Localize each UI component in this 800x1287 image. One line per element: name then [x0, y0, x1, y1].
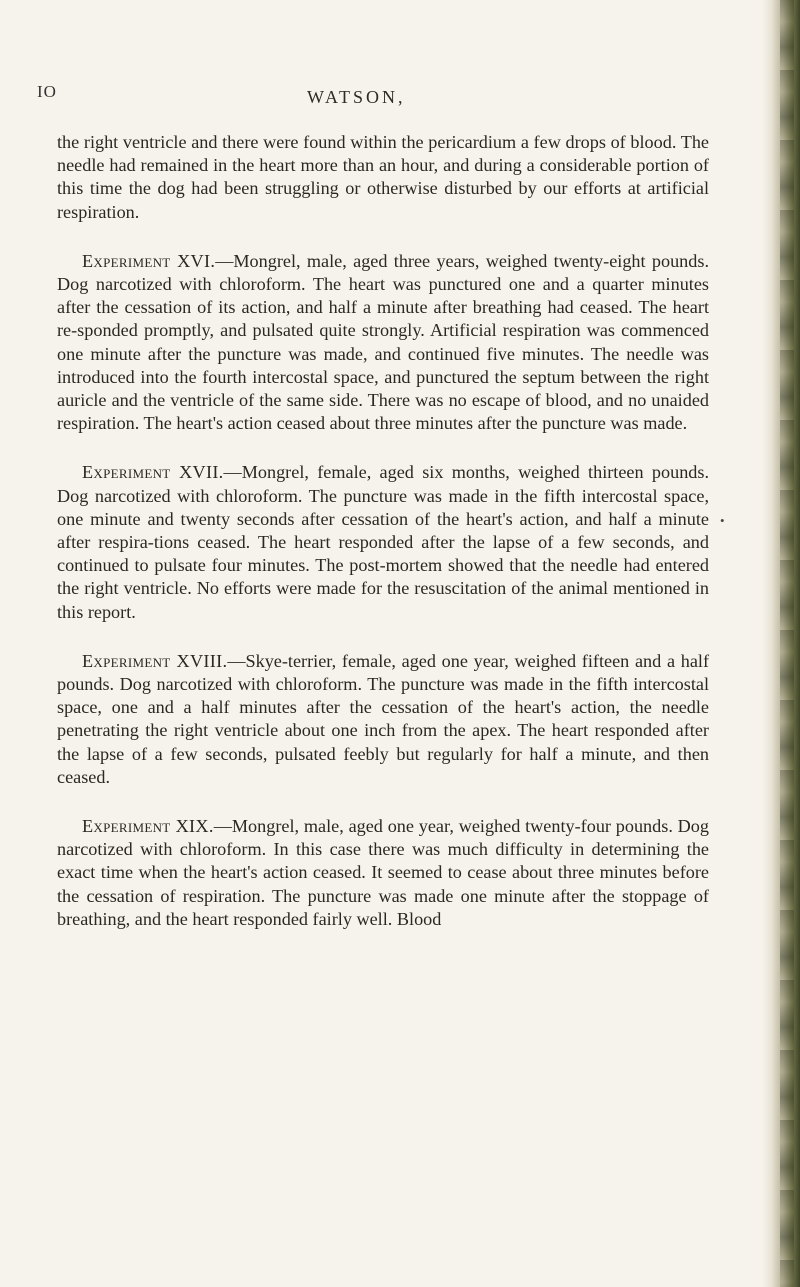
running-head: WATSON,	[307, 87, 406, 107]
experiment-label: Experiment XVII.	[82, 462, 224, 483]
paragraph-experiment-xix	[57, 815, 709, 931]
paragraph-experiment-xvii	[57, 461, 709, 623]
page-edge-texture	[780, 0, 794, 1287]
experiment-text: —Skye-terrier, female, aged one year, weighed fifteen and a half pounds. Dog narcotized with chloroform. The puncture was made in the fifth intercostal space, one and a half minutes after the cessation of the heart's action, the needle penetrating the right ventricle about one inch from the apex. The heart responded after the lapse of a few seconds, pulsated feebly but regularly for half a minute, and then ceased.	[57, 650, 710, 787]
paragraph-experiment-xvi	[57, 250, 709, 436]
body-text	[57, 131, 709, 931]
paragraph-experiment-xviii	[57, 650, 709, 789]
experiment-label: Experiment XVI.	[82, 250, 216, 271]
paragraph-continuation: the right ventricle and there were found within the pericardium a few drops of blood. The needle had remained in the heart more than an hour, and during a considerable portion of this time the dog had been struggling or otherwise disturbed by our efforts at artificial respiration.	[57, 132, 709, 222]
experiment-label: Experiment XIX.	[82, 816, 214, 837]
experiment-text: —Mongrel, female, aged six months, weighed thirteen pounds. Dog narcotized with chloroform. The puncture was made in the fifth intercostal space, one minute and twenty seconds after cessation of the heart's action, and half a minute after respira-tions ceased. The heart responded after the lapse of a few seconds, and continued to pulsate four minutes. The post-mortem showed that the needle had entered the right ventricle. No efforts were made for the resuscitation of the animal mentioned in this report.	[57, 462, 710, 622]
experiment-label: Experiment XVIII.	[82, 650, 228, 671]
page-number: IO	[37, 82, 57, 101]
ink-speck-mark: •	[720, 513, 725, 528]
experiment-text: —Mongrel, male, aged three years, weighed twenty-eight pounds. Dog narcotized with chloroform. The heart was punctured one and a quarter minutes after the cessation of its action, and half a minute after breathing had ceased. The heart re-sponded promptly, and pulsated quite strongly. Artificial respiration was commenced one minute after the puncture was made, and continued five minutes. The needle was introduced into the fourth intercostal space, and punctured the septum between the right auricle and the ventricle of the same side. There was no escape of blood, and no unaided respiration. The heart's action ceased about three minutes after the puncture was made.	[57, 250, 709, 434]
experiment-text: —Mongrel, male, aged one year, weighed twenty-four pounds. Dog narcotized with chloroform. In this case there was much difficulty in determining the exact time when the heart's action ceased. It seemed to cease about three minutes before the cessation of respiration. The puncture was made one minute after the stoppage of breathing, and the heart responded fairly well. Blood	[57, 816, 709, 929]
